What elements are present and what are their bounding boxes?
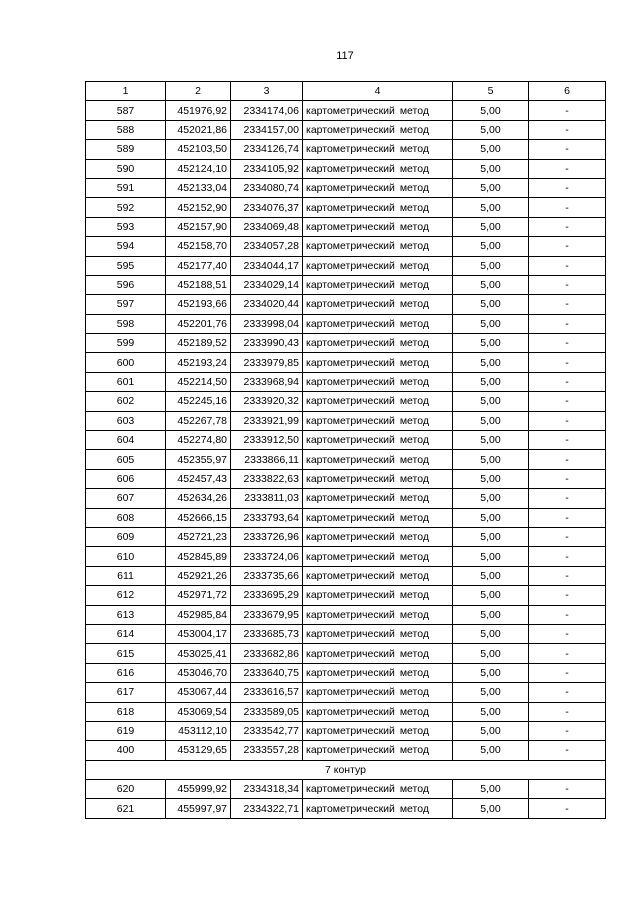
- y-coordinate-cell: 2333990,43: [231, 334, 303, 353]
- precision-cell: 5,00: [453, 275, 529, 294]
- note-cell: -: [529, 411, 606, 430]
- precision-cell: 5,00: [453, 799, 529, 818]
- header-col-1: 1: [86, 82, 166, 101]
- point-number-cell: 604: [86, 431, 166, 450]
- precision-cell: 5,00: [453, 741, 529, 760]
- y-coordinate-cell: 2334322,71: [231, 799, 303, 818]
- point-number-cell: 587: [86, 101, 166, 120]
- point-number-cell: 606: [86, 469, 166, 488]
- point-number-cell: 400: [86, 741, 166, 760]
- x-coordinate-cell: 455997,97: [166, 799, 231, 818]
- point-number-cell: 616: [86, 663, 166, 682]
- table-row: [86, 469, 606, 488]
- x-coordinate-cell: 452188,51: [166, 275, 231, 294]
- precision-cell: 5,00: [453, 217, 529, 236]
- precision-cell: 5,00: [453, 721, 529, 740]
- table-row: [86, 140, 606, 159]
- point-number-cell: 592: [86, 198, 166, 217]
- note-cell: -: [529, 372, 606, 391]
- point-number-cell: 615: [86, 644, 166, 663]
- precision-cell: 5,00: [453, 178, 529, 197]
- point-number-cell: 608: [86, 508, 166, 527]
- method-cell: картометрический метод: [303, 198, 453, 217]
- precision-cell: 5,00: [453, 237, 529, 256]
- method-cell: картометрический метод: [303, 741, 453, 760]
- coordinates-table: [85, 81, 606, 819]
- note-cell: -: [529, 721, 606, 740]
- x-coordinate-cell: 452274,80: [166, 431, 231, 450]
- note-cell: -: [529, 644, 606, 663]
- note-cell: -: [529, 702, 606, 721]
- y-coordinate-cell: 2333616,57: [231, 683, 303, 702]
- note-cell: -: [529, 663, 606, 682]
- x-coordinate-cell: 452133,04: [166, 178, 231, 197]
- precision-cell: 5,00: [453, 120, 529, 139]
- point-number-cell: 598: [86, 314, 166, 333]
- table-row: [86, 605, 606, 624]
- y-coordinate-cell: 2333921,99: [231, 411, 303, 430]
- note-cell: -: [529, 605, 606, 624]
- y-coordinate-cell: 2333679,95: [231, 605, 303, 624]
- method-cell: картометрический метод: [303, 101, 453, 120]
- note-cell: -: [529, 237, 606, 256]
- method-cell: картометрический метод: [303, 314, 453, 333]
- header-col-5: 5: [453, 82, 529, 101]
- note-cell: -: [529, 314, 606, 333]
- note-cell: -: [529, 217, 606, 236]
- table-row: [86, 256, 606, 275]
- precision-cell: 5,00: [453, 702, 529, 721]
- precision-cell: 5,00: [453, 140, 529, 159]
- method-cell: картометрический метод: [303, 624, 453, 643]
- table-row: [86, 663, 606, 682]
- precision-cell: 5,00: [453, 586, 529, 605]
- point-number-cell: 619: [86, 721, 166, 740]
- method-cell: картометрический метод: [303, 411, 453, 430]
- method-cell: картометрический метод: [303, 644, 453, 663]
- y-coordinate-cell: 2333735,66: [231, 566, 303, 585]
- table-row: [86, 489, 606, 508]
- point-number-cell: 601: [86, 372, 166, 391]
- note-cell: -: [529, 527, 606, 546]
- x-coordinate-cell: 452124,10: [166, 159, 231, 178]
- table-row: [86, 101, 606, 120]
- x-coordinate-cell: 452634,26: [166, 489, 231, 508]
- method-cell: картометрический метод: [303, 140, 453, 159]
- table-row: [86, 198, 606, 217]
- y-coordinate-cell: 2333724,06: [231, 547, 303, 566]
- method-cell: картометрический метод: [303, 159, 453, 178]
- point-number-cell: 593: [86, 217, 166, 236]
- y-coordinate-cell: 2333920,32: [231, 392, 303, 411]
- note-cell: -: [529, 566, 606, 585]
- note-cell: -: [529, 547, 606, 566]
- method-cell: картометрический метод: [303, 353, 453, 372]
- point-number-cell: 620: [86, 780, 166, 799]
- x-coordinate-cell: 452666,15: [166, 508, 231, 527]
- x-coordinate-cell: 452355,97: [166, 450, 231, 469]
- note-cell: -: [529, 450, 606, 469]
- y-coordinate-cell: 2334076,37: [231, 198, 303, 217]
- header-col-6: 6: [529, 82, 606, 101]
- method-cell: картометрический метод: [303, 721, 453, 740]
- precision-cell: 5,00: [453, 334, 529, 353]
- note-cell: -: [529, 780, 606, 799]
- x-coordinate-cell: 452214,50: [166, 372, 231, 391]
- x-coordinate-cell: 452189,52: [166, 334, 231, 353]
- y-coordinate-cell: 2334044,17: [231, 256, 303, 275]
- x-coordinate-cell: 451976,92: [166, 101, 231, 120]
- method-cell: картометрический метод: [303, 120, 453, 139]
- precision-cell: 5,00: [453, 527, 529, 546]
- point-number-cell: 591: [86, 178, 166, 197]
- y-coordinate-cell: 2333640,75: [231, 663, 303, 682]
- point-number-cell: 597: [86, 295, 166, 314]
- method-cell: картометрический метод: [303, 217, 453, 236]
- y-coordinate-cell: 2333811,03: [231, 489, 303, 508]
- precision-cell: 5,00: [453, 431, 529, 450]
- method-cell: картометрический метод: [303, 489, 453, 508]
- precision-cell: 5,00: [453, 314, 529, 333]
- method-cell: картометрический метод: [303, 547, 453, 566]
- table-row: [86, 721, 606, 740]
- precision-cell: 5,00: [453, 780, 529, 799]
- note-cell: -: [529, 256, 606, 275]
- note-cell: -: [529, 120, 606, 139]
- x-coordinate-cell: 452021,86: [166, 120, 231, 139]
- method-cell: картометрический метод: [303, 372, 453, 391]
- point-number-cell: 621: [86, 799, 166, 818]
- method-cell: картометрический метод: [303, 508, 453, 527]
- x-coordinate-cell: 452985,84: [166, 605, 231, 624]
- table-row: [86, 411, 606, 430]
- precision-cell: 5,00: [453, 450, 529, 469]
- note-cell: -: [529, 101, 606, 120]
- method-cell: картометрический метод: [303, 586, 453, 605]
- table-row: [86, 644, 606, 663]
- note-cell: -: [529, 508, 606, 527]
- x-coordinate-cell: 453129,65: [166, 741, 231, 760]
- precision-cell: 5,00: [453, 644, 529, 663]
- method-cell: картометрический метод: [303, 450, 453, 469]
- note-cell: -: [529, 431, 606, 450]
- precision-cell: 5,00: [453, 683, 529, 702]
- y-coordinate-cell: 2334029,14: [231, 275, 303, 294]
- method-cell: картометрический метод: [303, 799, 453, 818]
- table-row: [86, 237, 606, 256]
- precision-cell: 5,00: [453, 198, 529, 217]
- precision-cell: 5,00: [453, 469, 529, 488]
- table-row: [86, 527, 606, 546]
- y-coordinate-cell: 2334174,06: [231, 101, 303, 120]
- note-cell: -: [529, 295, 606, 314]
- table-row: [86, 159, 606, 178]
- note-cell: -: [529, 624, 606, 643]
- y-coordinate-cell: 2333998,04: [231, 314, 303, 333]
- table-row: [86, 392, 606, 411]
- x-coordinate-cell: 452193,24: [166, 353, 231, 372]
- precision-cell: 5,00: [453, 605, 529, 624]
- header-row: [86, 82, 606, 101]
- note-cell: -: [529, 741, 606, 760]
- x-coordinate-cell: 452103,50: [166, 140, 231, 159]
- x-coordinate-cell: 453067,44: [166, 683, 231, 702]
- table-row: [86, 314, 606, 333]
- note-cell: -: [529, 140, 606, 159]
- table-body: [86, 101, 606, 818]
- point-number-cell: 607: [86, 489, 166, 508]
- method-cell: картометрический метод: [303, 275, 453, 294]
- x-coordinate-cell: 452971,72: [166, 586, 231, 605]
- x-coordinate-cell: 453112,10: [166, 721, 231, 740]
- table-row: [86, 334, 606, 353]
- precision-cell: 5,00: [453, 624, 529, 643]
- y-coordinate-cell: 2333685,73: [231, 624, 303, 643]
- note-cell: -: [529, 275, 606, 294]
- precision-cell: 5,00: [453, 392, 529, 411]
- table-row: [86, 624, 606, 643]
- x-coordinate-cell: 452152,90: [166, 198, 231, 217]
- x-coordinate-cell: 452245,16: [166, 392, 231, 411]
- table-row: [86, 275, 606, 294]
- point-number-cell: 618: [86, 702, 166, 721]
- y-coordinate-cell: 2334057,28: [231, 237, 303, 256]
- x-coordinate-cell: 452267,78: [166, 411, 231, 430]
- page-number: 117: [336, 50, 354, 62]
- method-cell: картометрический метод: [303, 663, 453, 682]
- point-number-cell: 596: [86, 275, 166, 294]
- x-coordinate-cell: 453004,17: [166, 624, 231, 643]
- x-coordinate-cell: 452177,40: [166, 256, 231, 275]
- x-coordinate-cell: 452921,26: [166, 566, 231, 585]
- table-row: [86, 353, 606, 372]
- y-coordinate-cell: 2334069,48: [231, 217, 303, 236]
- method-cell: картометрический метод: [303, 605, 453, 624]
- precision-cell: 5,00: [453, 547, 529, 566]
- precision-cell: 5,00: [453, 256, 529, 275]
- table-row: [86, 450, 606, 469]
- x-coordinate-cell: 452457,43: [166, 469, 231, 488]
- y-coordinate-cell: 2334080,74: [231, 178, 303, 197]
- precision-cell: 5,00: [453, 411, 529, 430]
- y-coordinate-cell: 2333682,86: [231, 644, 303, 663]
- method-cell: картометрический метод: [303, 527, 453, 546]
- x-coordinate-cell: 453069,54: [166, 702, 231, 721]
- precision-cell: 5,00: [453, 508, 529, 527]
- y-coordinate-cell: 2333589,05: [231, 702, 303, 721]
- point-number-cell: 599: [86, 334, 166, 353]
- y-coordinate-cell: 2333695,29: [231, 586, 303, 605]
- point-number-cell: 590: [86, 159, 166, 178]
- point-number-cell: 609: [86, 527, 166, 546]
- point-number-cell: 600: [86, 353, 166, 372]
- method-cell: картометрический метод: [303, 334, 453, 353]
- note-cell: -: [529, 683, 606, 702]
- point-number-cell: 603: [86, 411, 166, 430]
- note-cell: -: [529, 198, 606, 217]
- x-coordinate-cell: 453046,70: [166, 663, 231, 682]
- y-coordinate-cell: 2333979,85: [231, 353, 303, 372]
- y-coordinate-cell: 2333726,96: [231, 527, 303, 546]
- point-number-cell: 602: [86, 392, 166, 411]
- note-cell: -: [529, 178, 606, 197]
- x-coordinate-cell: 452721,23: [166, 527, 231, 546]
- y-coordinate-cell: 2333542,77: [231, 721, 303, 740]
- y-coordinate-cell: 2333912,50: [231, 431, 303, 450]
- point-number-cell: 617: [86, 683, 166, 702]
- precision-cell: 5,00: [453, 372, 529, 391]
- note-cell: -: [529, 799, 606, 818]
- y-coordinate-cell: 2334318,34: [231, 780, 303, 799]
- x-coordinate-cell: 455999,92: [166, 780, 231, 799]
- note-cell: -: [529, 469, 606, 488]
- point-number-cell: 605: [86, 450, 166, 469]
- note-cell: -: [529, 334, 606, 353]
- table-row: [86, 741, 606, 760]
- table-row: [86, 702, 606, 721]
- y-coordinate-cell: 2333557,28: [231, 741, 303, 760]
- section-row: [86, 760, 606, 779]
- precision-cell: 5,00: [453, 566, 529, 585]
- note-cell: -: [529, 392, 606, 411]
- method-cell: картометрический метод: [303, 178, 453, 197]
- point-number-cell: 594: [86, 237, 166, 256]
- precision-cell: 5,00: [453, 295, 529, 314]
- point-number-cell: 612: [86, 586, 166, 605]
- table-row: [86, 683, 606, 702]
- precision-cell: 5,00: [453, 489, 529, 508]
- section-label: 7 контур: [86, 760, 606, 779]
- table-row: [86, 566, 606, 585]
- y-coordinate-cell: 2333822,63: [231, 469, 303, 488]
- table-row: [86, 586, 606, 605]
- x-coordinate-cell: 452193,66: [166, 295, 231, 314]
- method-cell: картометрический метод: [303, 431, 453, 450]
- header-col-3: 3: [231, 82, 303, 101]
- table-row: [86, 217, 606, 236]
- header-col-2: 2: [166, 82, 231, 101]
- x-coordinate-cell: 452845,89: [166, 547, 231, 566]
- point-number-cell: 614: [86, 624, 166, 643]
- table-row: [86, 431, 606, 450]
- table-row: [86, 780, 606, 799]
- header-col-4: 4: [303, 82, 453, 101]
- table-row: [86, 372, 606, 391]
- method-cell: картометрический метод: [303, 683, 453, 702]
- y-coordinate-cell: 2333793,64: [231, 508, 303, 527]
- note-cell: -: [529, 489, 606, 508]
- note-cell: -: [529, 159, 606, 178]
- point-number-cell: 589: [86, 140, 166, 159]
- precision-cell: 5,00: [453, 663, 529, 682]
- y-coordinate-cell: 2333968,94: [231, 372, 303, 391]
- note-cell: -: [529, 353, 606, 372]
- precision-cell: 5,00: [453, 353, 529, 372]
- precision-cell: 5,00: [453, 101, 529, 120]
- method-cell: картометрический метод: [303, 256, 453, 275]
- point-number-cell: 610: [86, 547, 166, 566]
- table-row: [86, 295, 606, 314]
- precision-cell: 5,00: [453, 159, 529, 178]
- table-row: [86, 178, 606, 197]
- table-row: [86, 547, 606, 566]
- note-cell: -: [529, 586, 606, 605]
- y-coordinate-cell: 2334105,92: [231, 159, 303, 178]
- x-coordinate-cell: 452158,70: [166, 237, 231, 256]
- method-cell: картометрический метод: [303, 295, 453, 314]
- point-number-cell: 611: [86, 566, 166, 585]
- table-row: [86, 508, 606, 527]
- x-coordinate-cell: 453025,41: [166, 644, 231, 663]
- table-row: [86, 120, 606, 139]
- method-cell: картометрический метод: [303, 469, 453, 488]
- method-cell: картометрический метод: [303, 237, 453, 256]
- y-coordinate-cell: 2334157,00: [231, 120, 303, 139]
- method-cell: картометрический метод: [303, 566, 453, 585]
- method-cell: картометрический метод: [303, 702, 453, 721]
- y-coordinate-cell: 2334126,74: [231, 140, 303, 159]
- point-number-cell: 613: [86, 605, 166, 624]
- point-number-cell: 595: [86, 256, 166, 275]
- method-cell: картометрический метод: [303, 392, 453, 411]
- x-coordinate-cell: 452157,90: [166, 217, 231, 236]
- point-number-cell: 588: [86, 120, 166, 139]
- y-coordinate-cell: 2333866,11: [231, 450, 303, 469]
- table-row: [86, 799, 606, 818]
- x-coordinate-cell: 452201,76: [166, 314, 231, 333]
- y-coordinate-cell: 2334020,44: [231, 295, 303, 314]
- method-cell: картометрический метод: [303, 780, 453, 799]
